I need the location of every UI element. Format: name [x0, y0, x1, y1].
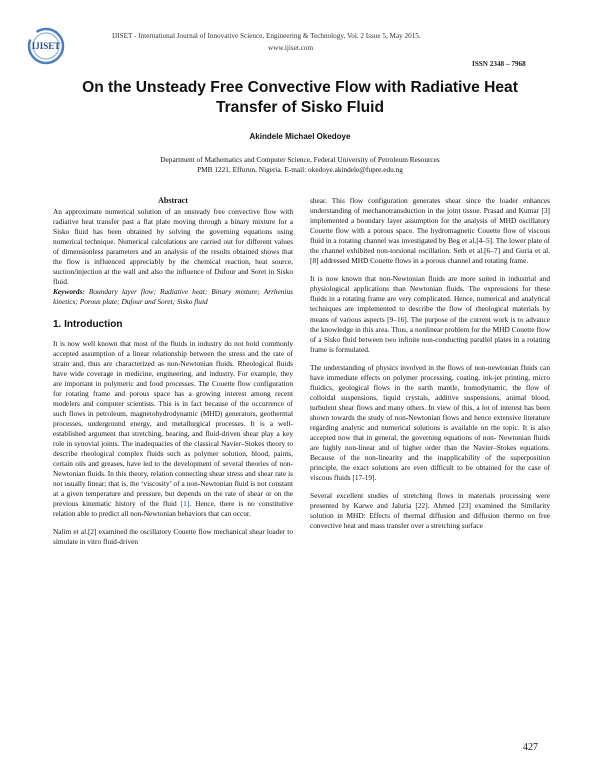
author-affiliation [90, 155, 510, 175]
journal-header: IJISET - International Journal of Innovative Science, Engineering & Technology, Vol. 2 Issue 5, May 2015. [112, 32, 421, 40]
intro-paragraph-2: Nalim et al.[2] examined the oscillatory Couette flow mechanical shear loader to simulate in vitro fluid-driven [53, 527, 293, 547]
keywords [53, 287, 293, 307]
right-column [310, 196, 550, 531]
citation-link[interactable]: [1] [180, 499, 190, 509]
keywords-label: Keywords: [53, 287, 85, 297]
intro-paragraph-6: Several excellent studies of stretching flows in materials processing were presented by Karwe and Jaluria [22]. Ahmed [23] examined the Similarity solution in MHD: Effects of thermal diffusion and diffusion thermo on free convective heat and mass transfer over a stretching surface [310, 491, 550, 531]
abstract-heading: Abstract [158, 196, 188, 205]
abstract-text: An approximate numerical solution of an unsteady free convective flow with radiative heat transfer past a flat plate moving through a binary mixture for a Sisko fluid has been obtained by solving the governing equations using numerical technique. Numerical calculations are carried out for different values of dimensionless parameters and an analysis of the results obtained shows that the flow is influenced appreciably by the chemical reaction, heat source, suction/injection at the wall and also the influence of Dufour and Soret in Sisko fluid. [53, 207, 293, 287]
logo-text: IJISET [31, 41, 61, 51]
author-name: Akindele Michael Okedoye [249, 132, 351, 141]
intro-paragraph-1: It is now well known that most of the fluids in industry do not hold commonly accepted assumption of a linear relationship between the stress and the rate of strain and, thus are characterized as non-Newtonian fluids. Rheological fluids have wide coverage in medicine, engineering, and industry. For example, they are important in polymeric and food processes. The Couette flow configuration for rotating frame and porous space has a growing interest among recent modelers and computer scientists. This is in fact because of the occurrence of such flows in petroleum, magnetohydrodynamic (MHD) generators, geothermal processes, underground energy, and metallurgical processes. It is a well-established argument that stretching, bearing, and fluid-driven shear play a key role in synovial joints. The inadequacies of the classical Navier–Stokes theory to describe rheological complex fluids such as polymer solution, blood, paints, certain oils and greases, have led to the development of several theories of non-Newtonian fluids. In this theory, relation connecting shear stress and shear rate is not usually linear; that is, the ‘viscosity’ of a non-Newtonian fluid is not constant at a given temperature and pressure, but depends on the rate of shear or on the previous kinematic history of the fluid [1]. Hence, there is no constitutive relation able to predict all non-Newtonian behaviors that can occur. [53, 338, 293, 519]
journal-logo [22, 26, 72, 66]
intro-paragraph-3: shear. This flow configuration generates shear since the loader enhances understanding of mechanotransduction in the joint tissue. Prasad and Kumar [3] implemented a boundary layer assumption for the analysis of MHD oscillatory Couette flow with a porous space. The hydromagnetic Couette flow of viscous fluid in a rotating channel was investigated by Beg et al.[4–5]. The lower plate of the channel exhibited non-torsional oscillation. Seth et al.[6–7] and Guria et al.[8] addressed MHD Couette flows in a porous channel and rotating frame. [310, 196, 550, 266]
affiliation-line-2: PMB 1221, Effurun, Nigeria. E-mail: okedoye.akindele@fupre.edu.ng [197, 165, 403, 174]
introduction-heading: 1. Introduction [53, 318, 123, 330]
intro-paragraph-5: The understanding of physics involved in the flows of non-newtonian fluids can have immediate effects on polymer processing, coating, ink-jet printing, micro fluidics, geological flows in the earth mantle, homodynamic, the flow of colloidal suspensions, liquid crystals, additive suspensions, animal blood, turbulent shear flows and many others. In view of this, a lot of interest has been shown towards the study of non-Newtonian flows and hence extensive literature regarding analytic and numerical solutions is available on the topic. It is also accepted now that in general, the governing equations of non- Newtonian fluids are highly non-linear and of higher order than the Navier–Stokes equations. Because of the non-linearity and the inapplicability of the superposition principle, the exact solutions are even difficult to be obtained for the case of viscous fluids [17-19]. [310, 362, 550, 483]
issn-label: ISSN 2348 – 7968 [472, 60, 526, 68]
keywords-list: Boundary layer flow; Radiative heat; Binary mixture; Arrhenius kinetics; Porous plate; Dufour and Soret; Sisko fluid [53, 287, 293, 307]
affiliation-line-1: Department of Mathematics and Computer Science, Federal University of Petroleum Resources [160, 155, 440, 164]
page-number: 427 [523, 742, 538, 753]
left-column [53, 196, 293, 548]
intro-paragraph-4: It is now known that non-Newtonian fluids are more suited in industrial and physiological applications than Newtonian fluids. The expressions for these fluids in a rotating frame are very complicated. Hence, numerical and analytical techniques are implemented to describe the flow of rheological materials by means of various aspects [9–16]. The purpose of the current work is to advance the knowledge in this area. Thus, a nonlinear problem for the MHD Couette flow of a Sisko fluid between two infinite non-conducting parallel plates in a rotating frame is formulated. [310, 274, 550, 354]
paper-title: On the Unsteady Free Convective Flow with Radiative Heat Transfer of Sisko Fluid [82, 79, 518, 116]
journal-website[interactable]: www.ijiset.com [268, 44, 314, 52]
